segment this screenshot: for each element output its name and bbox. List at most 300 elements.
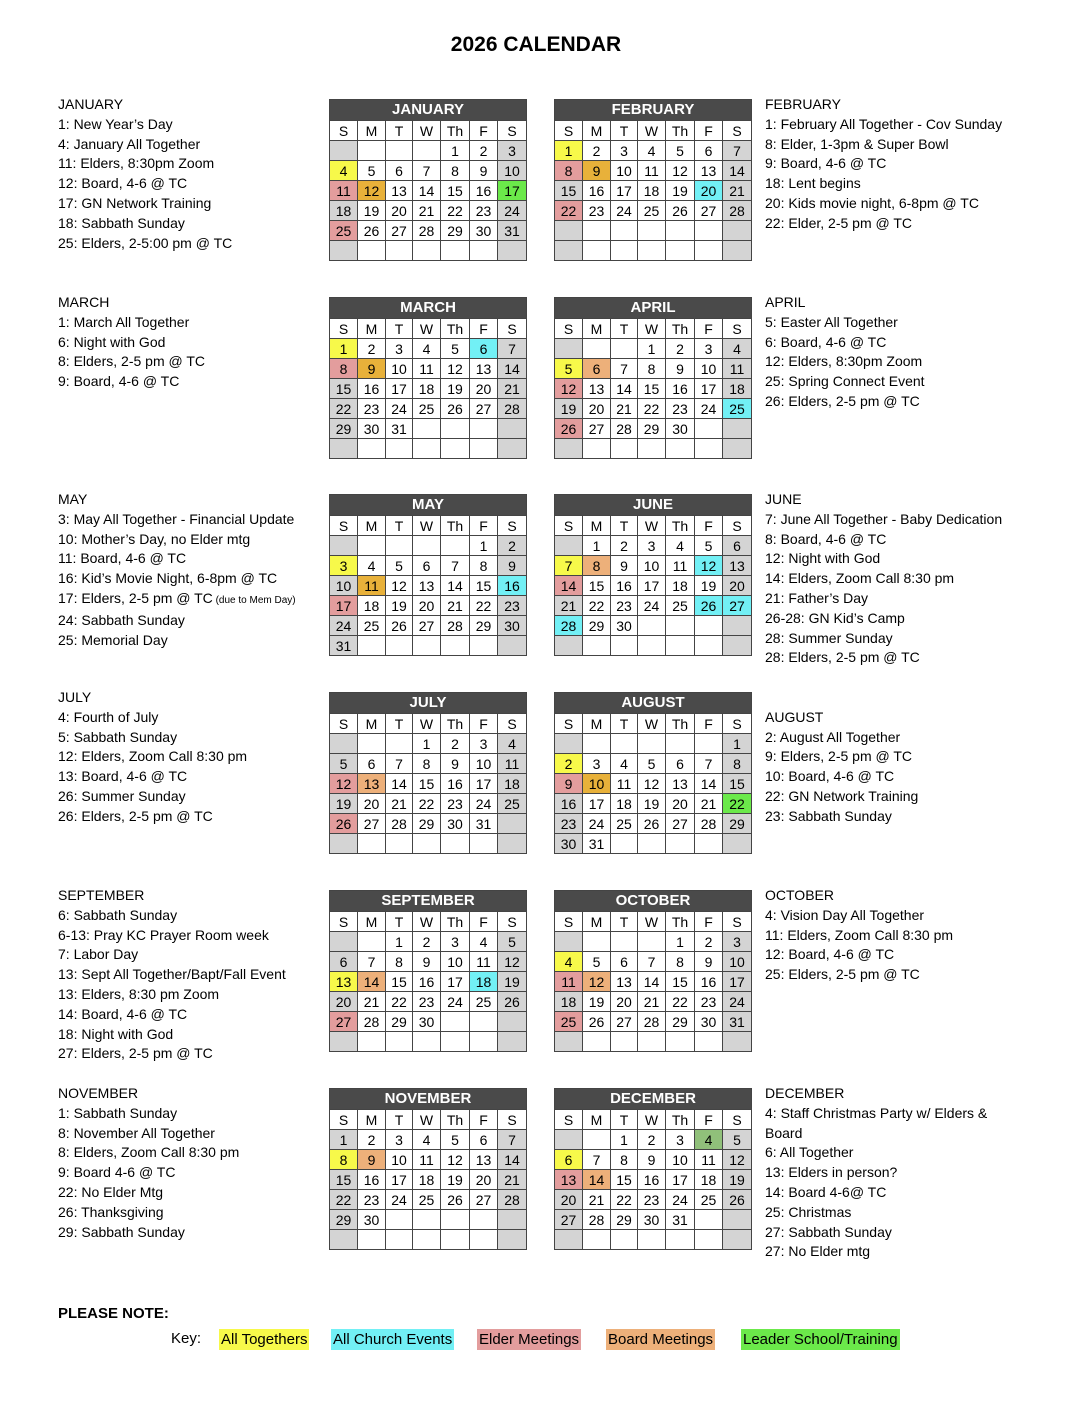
- day-cell: 5: [441, 339, 470, 359]
- august-notes: [765, 708, 918, 827]
- day-cell: 9: [498, 556, 527, 576]
- day-cell: 22: [611, 1190, 638, 1210]
- day-cell: 25: [470, 992, 498, 1012]
- week-row: [330, 576, 527, 596]
- day-cell: 15: [555, 181, 583, 201]
- note-text: 8: Elder, 1-3pm & Super Bowl: [765, 135, 949, 152]
- day-cell: 2: [498, 536, 527, 556]
- note-text: 6: Board, 4-6 @ TC: [765, 333, 887, 350]
- note-text: 12: Board, 4-6 @ TC: [765, 946, 895, 963]
- key-label: Key:: [171, 1330, 202, 1347]
- note-line: [765, 510, 1002, 530]
- day-cell: 2: [555, 754, 583, 774]
- day-cell: 3: [386, 339, 413, 359]
- weekday-header: S: [555, 912, 583, 932]
- note-line: [58, 135, 232, 155]
- day-cell: 13: [583, 379, 611, 399]
- note-text: 1: New Year’s Day: [58, 115, 173, 132]
- day-cell: 26: [386, 616, 413, 636]
- note-text: 28: Elders, 2-5 pm @ TC: [765, 649, 920, 666]
- note-text: 8: Elders, 2-5 pm @ TC: [58, 353, 205, 370]
- weekday-header: M: [358, 1110, 386, 1130]
- week-row: [330, 221, 527, 241]
- day-cell: 3: [611, 141, 638, 161]
- day-cell: 7: [386, 754, 413, 774]
- note-text: 11: Board, 4-6 @ TC: [58, 550, 187, 567]
- day-cell: 31: [470, 814, 498, 834]
- empty-day-cell: [330, 141, 358, 161]
- day-cell: 7: [723, 141, 752, 161]
- day-cell: 2: [611, 536, 638, 556]
- day-cell: 21: [638, 992, 666, 1012]
- day-cell: 22: [583, 596, 611, 616]
- day-cell: 12: [723, 1150, 752, 1170]
- empty-day-cell: [441, 1210, 470, 1230]
- week-row: [330, 1210, 527, 1230]
- week-row: [330, 201, 527, 221]
- day-cell: 20: [695, 181, 723, 201]
- empty-day-cell: [358, 439, 386, 459]
- week-row: [330, 536, 527, 556]
- day-cell: 19: [330, 794, 358, 814]
- day-cell: 21: [498, 1170, 527, 1190]
- note-line: [58, 589, 296, 611]
- week-row: [330, 339, 527, 359]
- week-row: [330, 794, 527, 814]
- day-cell: 6: [330, 952, 358, 972]
- weekday-header: T: [611, 714, 638, 734]
- day-cell: 11: [470, 952, 498, 972]
- empty-day-cell: [386, 536, 413, 556]
- weekday-header: M: [583, 912, 611, 932]
- day-cell: 1: [723, 734, 752, 754]
- weekday-header: W: [413, 516, 441, 536]
- empty-day-cell: [470, 419, 498, 439]
- note-line: [765, 1124, 987, 1144]
- note-line: [765, 1163, 987, 1183]
- note-text: 24: Sabbath Sunday: [58, 611, 185, 628]
- may-calendar-title: MAY: [330, 495, 527, 516]
- day-cell: 21: [583, 1190, 611, 1210]
- day-cell: 9: [441, 754, 470, 774]
- note-text: 9: Board 4-6 @ TC: [58, 1164, 176, 1181]
- day-cell: 18: [695, 1170, 723, 1190]
- weekday-header: M: [358, 714, 386, 734]
- empty-day-cell: [498, 439, 527, 459]
- day-cell: 23: [695, 992, 723, 1012]
- note-line: [765, 1242, 987, 1262]
- day-cell: 17: [638, 576, 666, 596]
- weekday-header: S: [498, 516, 527, 536]
- day-cell: 18: [555, 992, 583, 1012]
- day-cell: 24: [498, 201, 527, 221]
- day-cell: 19: [441, 379, 470, 399]
- february-calendar-title: FEBRUARY: [555, 100, 752, 121]
- week-row: [330, 1230, 527, 1250]
- note-text: 11: Elders, 8:30pm Zoom: [58, 155, 215, 172]
- note-text: 16: Kid’s Movie Night, 6-8pm @ TC: [58, 570, 278, 587]
- day-cell: 4: [413, 1130, 441, 1150]
- day-cell: 29: [413, 814, 441, 834]
- day-cell: 22: [470, 596, 498, 616]
- empty-day-cell: [358, 1032, 386, 1052]
- march-calendar-title: MARCH: [330, 298, 527, 319]
- note-line: [765, 945, 953, 965]
- empty-day-cell: [666, 636, 695, 656]
- november-calendar-title: NOVEMBER: [330, 1089, 527, 1110]
- empty-day-cell: [555, 1130, 583, 1150]
- empty-day-cell: [695, 616, 723, 636]
- december-calendar-title: DECEMBER: [555, 1089, 752, 1110]
- note-text: 25: Memorial Day: [58, 631, 168, 648]
- empty-day-cell: [386, 241, 413, 261]
- day-cell: 21: [358, 992, 386, 1012]
- note-line: [58, 1183, 239, 1203]
- week-row: [555, 221, 752, 241]
- note-text: 22: Elder, 2-5 pm @ TC: [765, 214, 913, 231]
- day-cell: 15: [583, 576, 611, 596]
- day-cell: 23: [358, 399, 386, 419]
- weekday-header: S: [723, 1110, 752, 1130]
- march-notes-heading: MARCH: [58, 294, 110, 310]
- weekday-header: W: [638, 121, 666, 141]
- note-text: 6: Night with God: [58, 333, 166, 350]
- day-cell: 24: [611, 201, 638, 221]
- note-line: [765, 313, 925, 333]
- week-row: [330, 814, 527, 834]
- day-cell: 18: [330, 201, 358, 221]
- week-row: [330, 972, 527, 992]
- day-cell: 24: [695, 399, 723, 419]
- week-row: [330, 1012, 527, 1032]
- empty-day-cell: [470, 1032, 498, 1052]
- note-text: 17: Elders, 2-5 pm @ TC: [58, 589, 213, 606]
- empty-day-cell: [666, 1032, 695, 1052]
- empty-day-cell: [498, 419, 527, 439]
- day-cell: 19: [666, 181, 695, 201]
- empty-day-cell: [441, 419, 470, 439]
- empty-day-cell: [638, 834, 666, 854]
- day-cell: 8: [583, 556, 611, 576]
- day-cell: 6: [695, 141, 723, 161]
- empty-day-cell: [666, 221, 695, 241]
- day-cell: 28: [498, 1190, 527, 1210]
- day-cell: 13: [358, 774, 386, 794]
- day-cell: 10: [470, 754, 498, 774]
- empty-day-cell: [583, 241, 611, 261]
- day-cell: 9: [666, 359, 695, 379]
- day-cell: 20: [583, 399, 611, 419]
- day-cell: 2: [413, 932, 441, 952]
- note-text: 6: All Together: [765, 1144, 854, 1161]
- empty-day-cell: [413, 439, 441, 459]
- day-cell: 16: [611, 576, 638, 596]
- day-cell: 25: [666, 596, 695, 616]
- day-cell: 27: [611, 1012, 638, 1032]
- day-cell: 13: [413, 576, 441, 596]
- day-cell: 24: [386, 1190, 413, 1210]
- empty-day-cell: [555, 932, 583, 952]
- empty-day-cell: [611, 834, 638, 854]
- week-row: [555, 992, 752, 1012]
- empty-day-cell: [611, 636, 638, 656]
- day-cell: 28: [386, 814, 413, 834]
- day-cell: 11: [330, 181, 358, 201]
- august-notes-heading: AUGUST: [765, 708, 824, 725]
- january-notes-heading: JANUARY: [58, 96, 124, 112]
- note-line: [765, 372, 925, 392]
- week-row: [555, 181, 752, 201]
- empty-day-cell: [695, 419, 723, 439]
- day-cell: 2: [583, 141, 611, 161]
- week-row: [555, 1130, 752, 1150]
- day-cell: 11: [413, 1150, 441, 1170]
- day-cell: 20: [470, 1170, 498, 1190]
- week-row: [330, 754, 527, 774]
- day-cell: 29: [611, 1210, 638, 1230]
- day-cell: 5: [358, 161, 386, 181]
- day-cell: 27: [555, 1210, 583, 1230]
- note-text: Board: [765, 1124, 803, 1141]
- weekday-header: Th: [441, 1110, 470, 1130]
- empty-day-cell: [441, 439, 470, 459]
- note-line: [765, 1223, 987, 1243]
- weekday-header: S: [498, 714, 527, 734]
- week-row: [330, 596, 527, 616]
- day-cell: 16: [583, 181, 611, 201]
- week-row: [330, 1130, 527, 1150]
- december-calendar: [554, 1088, 752, 1250]
- may-calendar: [329, 494, 527, 656]
- day-cell: 2: [638, 1130, 666, 1150]
- empty-day-cell: [470, 241, 498, 261]
- day-cell: 25: [413, 399, 441, 419]
- day-cell: 30: [498, 616, 527, 636]
- day-cell: 4: [330, 161, 358, 181]
- day-cell: 29: [470, 616, 498, 636]
- day-cell: 28: [555, 616, 583, 636]
- weekday-header: Th: [666, 714, 695, 734]
- day-cell: 13: [611, 972, 638, 992]
- note-text: 10: Mother’s Day, no Elder mtg: [58, 530, 251, 547]
- day-cell: 15: [330, 379, 358, 399]
- day-cell: 16: [638, 1170, 666, 1190]
- day-cell: 4: [413, 339, 441, 359]
- empty-day-cell: [555, 241, 583, 261]
- day-cell: 5: [583, 952, 611, 972]
- day-cell: 3: [583, 754, 611, 774]
- day-cell: 23: [583, 201, 611, 221]
- empty-day-cell: [695, 636, 723, 656]
- day-cell: 2: [441, 734, 470, 754]
- day-cell: 26: [583, 1012, 611, 1032]
- july-calendar-title: JULY: [330, 693, 527, 714]
- empty-day-cell: [695, 221, 723, 241]
- week-row: [330, 992, 527, 1012]
- week-row: [555, 201, 752, 221]
- note-line: [58, 747, 247, 767]
- week-row: [555, 536, 752, 556]
- day-cell: 16: [441, 774, 470, 794]
- weekday-header: W: [638, 714, 666, 734]
- day-cell: 14: [611, 379, 638, 399]
- empty-day-cell: [666, 734, 695, 754]
- week-row: [330, 1190, 527, 1210]
- week-row: [330, 636, 527, 656]
- week-row: [330, 141, 527, 161]
- weekday-header: F: [470, 121, 498, 141]
- day-cell: 23: [498, 596, 527, 616]
- day-cell: 22: [441, 201, 470, 221]
- day-cell: 24: [441, 992, 470, 1012]
- weekday-header: F: [470, 319, 498, 339]
- june-notes-heading: JUNE: [765, 491, 802, 507]
- april-calendar-title: APRIL: [555, 298, 752, 319]
- day-cell: 7: [441, 556, 470, 576]
- weekday-header: Th: [666, 121, 695, 141]
- week-row: [555, 1170, 752, 1190]
- empty-day-cell: [583, 221, 611, 241]
- day-cell: 20: [723, 576, 752, 596]
- weekday-header: S: [723, 319, 752, 339]
- day-cell: 28: [583, 1210, 611, 1230]
- day-cell: 22: [638, 399, 666, 419]
- empty-day-cell: [695, 1230, 723, 1250]
- day-cell: 15: [638, 379, 666, 399]
- weekday-header: W: [638, 319, 666, 339]
- day-cell: 12: [441, 1150, 470, 1170]
- day-cell: 18: [498, 774, 527, 794]
- day-cell: 30: [638, 1210, 666, 1230]
- day-cell: 5: [386, 556, 413, 576]
- note-text: 25: Elders, 2-5:00 pm @ TC: [58, 234, 233, 251]
- day-cell: 17: [611, 181, 638, 201]
- day-cell: 8: [611, 1150, 638, 1170]
- day-cell: 20: [611, 992, 638, 1012]
- note-text: 7: June All Together - Baby Dedication: [765, 510, 1003, 527]
- note-line: [765, 629, 1002, 649]
- day-cell: 17: [441, 972, 470, 992]
- day-cell: 19: [386, 596, 413, 616]
- empty-day-cell: [583, 1032, 611, 1052]
- week-row: [330, 439, 527, 459]
- day-cell: 27: [386, 221, 413, 241]
- day-cell: 21: [386, 794, 413, 814]
- note-line: [765, 648, 1002, 668]
- day-cell: 13: [555, 1170, 583, 1190]
- weekday-header: Th: [441, 319, 470, 339]
- april-calendar: [554, 297, 752, 459]
- weekday-header: Th: [666, 912, 695, 932]
- empty-day-cell: [330, 241, 358, 261]
- empty-day-cell: [666, 834, 695, 854]
- day-cell: 25: [611, 814, 638, 834]
- day-cell: 15: [723, 774, 752, 794]
- day-cell: 10: [583, 774, 611, 794]
- day-cell: 3: [498, 141, 527, 161]
- empty-day-cell: [386, 1210, 413, 1230]
- note-text: 12: Night with God: [765, 550, 881, 567]
- weekday-header: M: [583, 714, 611, 734]
- week-row: [555, 814, 752, 834]
- day-cell: 26: [695, 596, 723, 616]
- empty-day-cell: [638, 439, 666, 459]
- note-text: 27: Sabbath Sunday: [765, 1223, 892, 1240]
- day-cell: 10: [723, 952, 752, 972]
- empty-day-cell: [611, 932, 638, 952]
- empty-day-cell: [413, 1032, 441, 1052]
- weekday-header: F: [695, 121, 723, 141]
- day-cell: 16: [358, 379, 386, 399]
- empty-day-cell: [723, 221, 752, 241]
- day-cell: 8: [386, 952, 413, 972]
- day-cell: 30: [441, 814, 470, 834]
- empty-day-cell: [611, 1230, 638, 1250]
- empty-day-cell: [498, 834, 527, 854]
- day-cell: 30: [555, 834, 583, 854]
- note-line: [58, 174, 232, 194]
- empty-day-cell: [555, 636, 583, 656]
- day-cell: 19: [358, 201, 386, 221]
- empty-day-cell: [441, 834, 470, 854]
- day-cell: 12: [583, 972, 611, 992]
- day-cell: 3: [470, 734, 498, 754]
- note-text: 22: No Elder Mtg: [58, 1183, 164, 1200]
- may-notes-heading: MAY: [58, 491, 88, 507]
- week-row: [555, 379, 752, 399]
- day-cell: 2: [358, 1130, 386, 1150]
- day-cell: 19: [723, 1170, 752, 1190]
- empty-day-cell: [498, 1230, 527, 1250]
- day-cell: 17: [470, 774, 498, 794]
- day-cell: 18: [413, 379, 441, 399]
- day-cell: 14: [441, 576, 470, 596]
- week-row: [330, 161, 527, 181]
- weekday-header: Th: [441, 912, 470, 932]
- empty-day-cell: [695, 834, 723, 854]
- day-cell: 12: [555, 379, 583, 399]
- weekday-header: S: [330, 912, 358, 932]
- day-cell: 6: [386, 161, 413, 181]
- empty-day-cell: [441, 1230, 470, 1250]
- january-calendar-title: JANUARY: [330, 100, 527, 121]
- day-cell: 21: [498, 379, 527, 399]
- empty-day-cell: [583, 636, 611, 656]
- note-line: [765, 906, 953, 926]
- day-cell: 14: [386, 774, 413, 794]
- day-cell: 15: [611, 1170, 638, 1190]
- day-cell: 28: [638, 1012, 666, 1032]
- note-line: [58, 549, 296, 569]
- day-cell: 23: [666, 399, 695, 419]
- empty-day-cell: [386, 1032, 413, 1052]
- october-notes-heading: OCTOBER: [765, 887, 834, 903]
- empty-day-cell: [638, 616, 666, 636]
- empty-day-cell: [470, 1230, 498, 1250]
- day-cell: 14: [555, 576, 583, 596]
- day-cell: 11: [413, 359, 441, 379]
- empty-day-cell: [611, 339, 638, 359]
- weekday-header: S: [723, 912, 752, 932]
- weekday-header: T: [386, 516, 413, 536]
- day-cell: 29: [638, 419, 666, 439]
- note-line: [58, 926, 286, 946]
- note-text: 6: Sabbath Sunday: [58, 906, 178, 923]
- day-cell: 17: [583, 794, 611, 814]
- day-cell: 15: [666, 972, 695, 992]
- empty-day-cell: [583, 734, 611, 754]
- day-cell: 10: [695, 359, 723, 379]
